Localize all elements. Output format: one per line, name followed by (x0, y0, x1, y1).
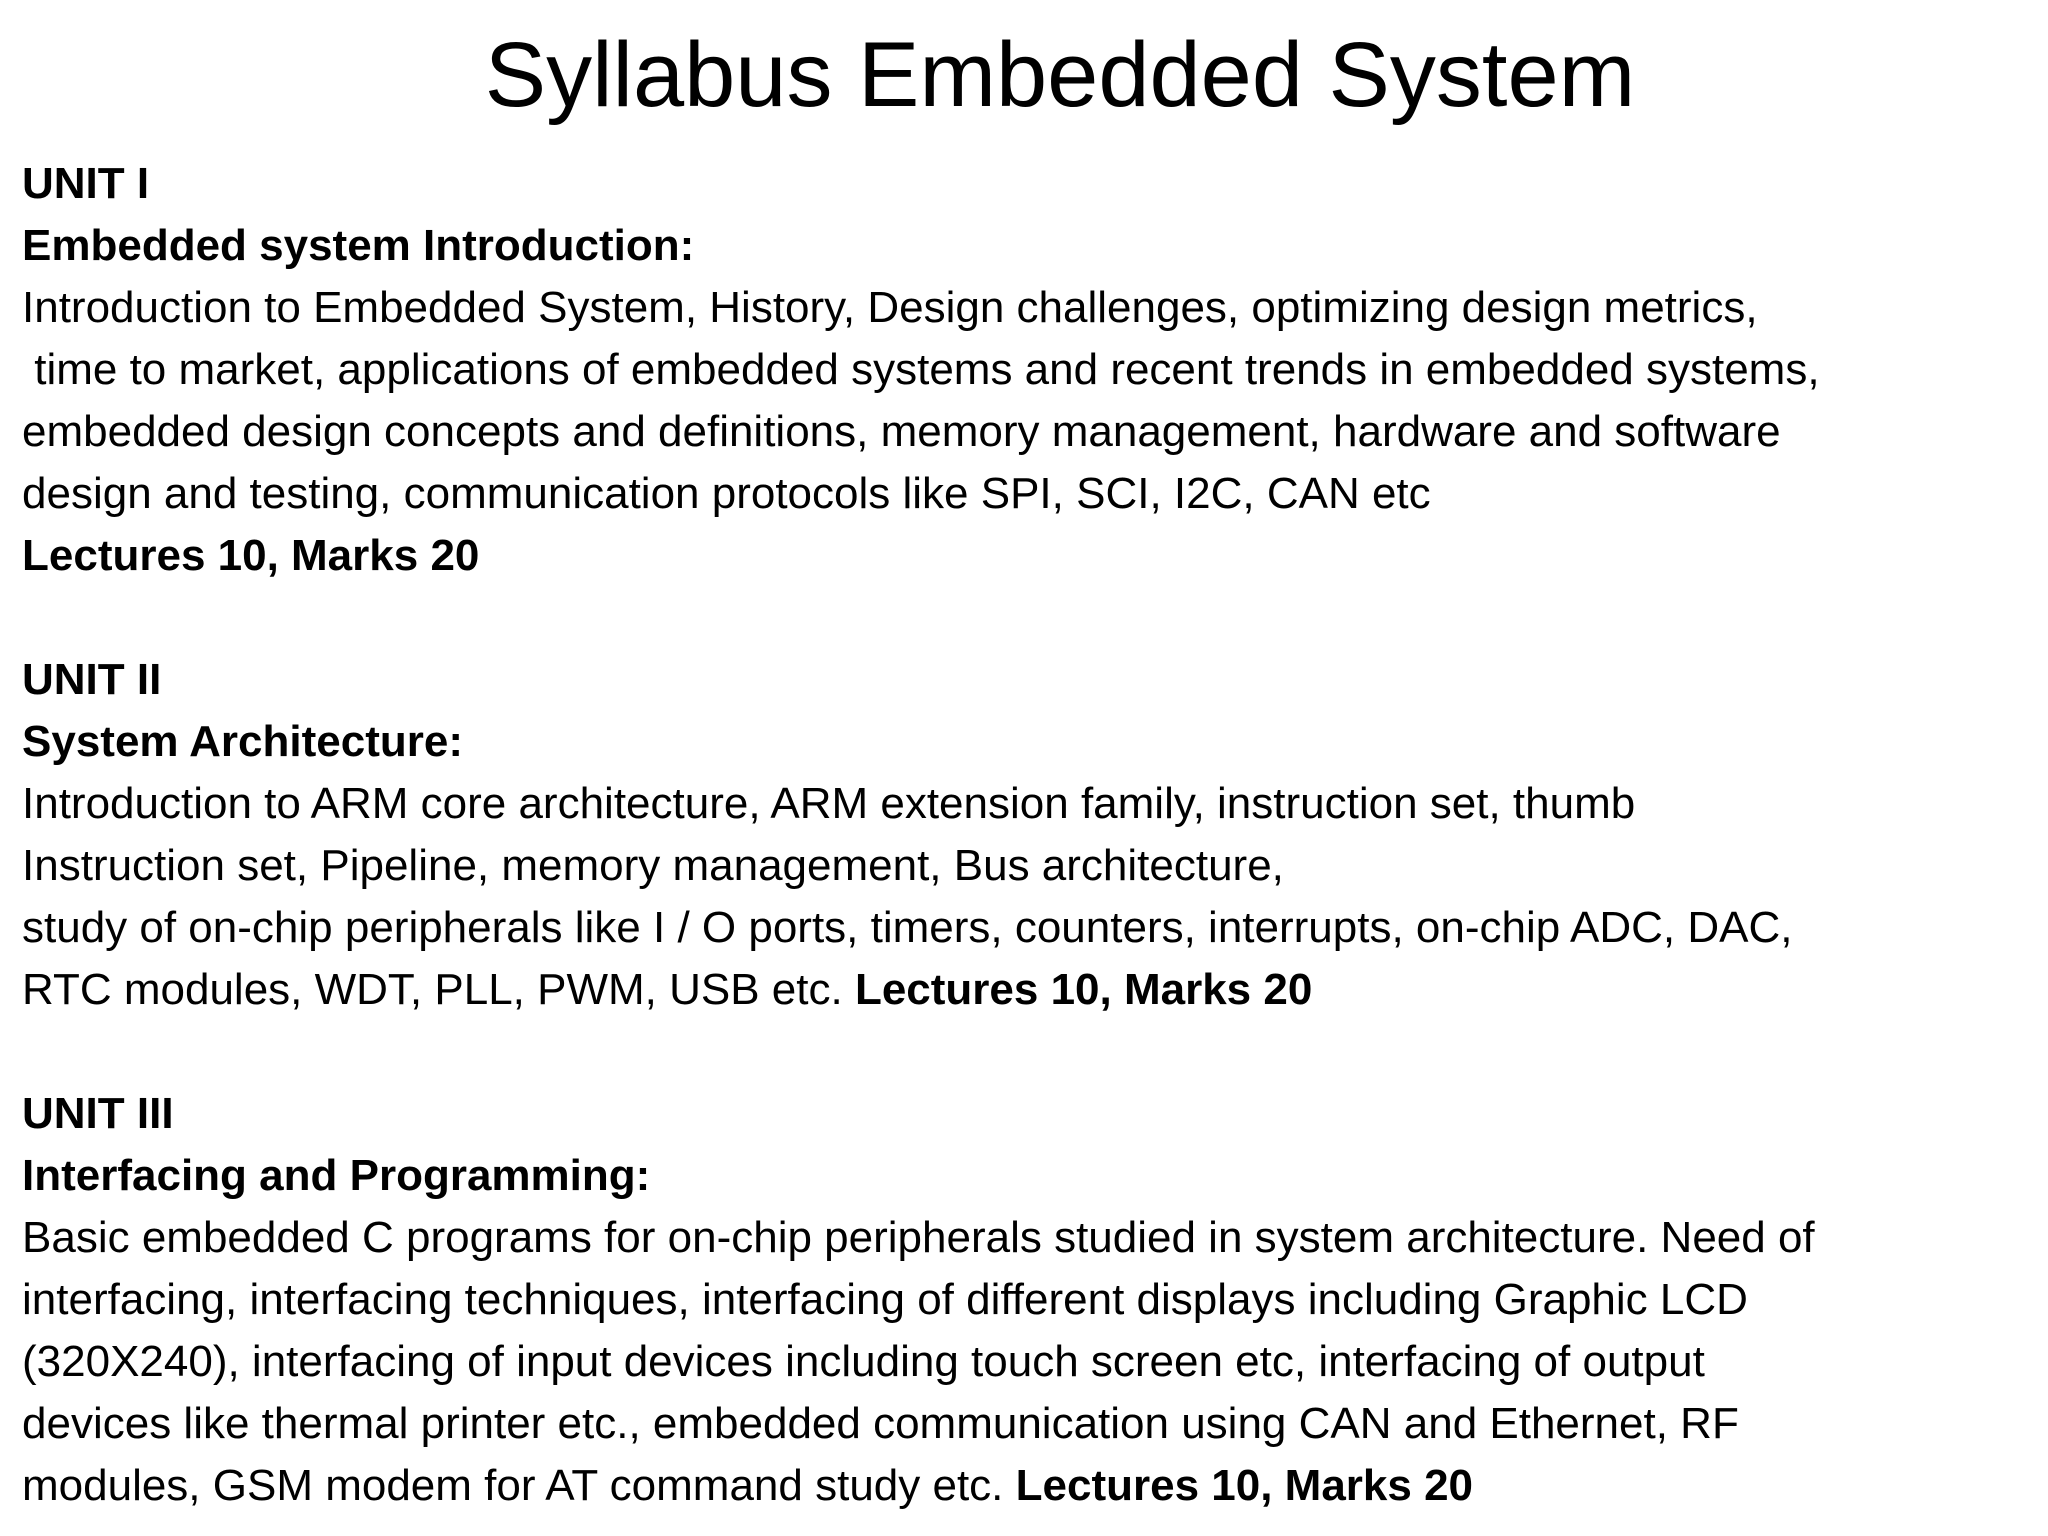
unit-2-heading: UNIT II (22, 655, 162, 704)
unit-1-line: design and testing, communication protocols like SPI, SCI, I2C, CAN etc (22, 469, 1431, 518)
unit-2-subtitle: System Architecture: (22, 717, 463, 766)
unit-2-line: RTC modules, WDT, PLL, PWM, USB etc. (22, 965, 855, 1014)
unit-2-last-line (22, 959, 2022, 1021)
unit-1-line: time to market, applications of embedded systems and recent trends in embedded systems, (22, 345, 1820, 394)
page-title: Syllabus Embedded System (484, 24, 1636, 126)
unit-1-line: embedded design concepts and definitions, memory management, hardware and software (22, 407, 1781, 456)
unit-3-line: (320X240), interfacing of input devices including touch screen etc, interfacing of output (22, 1337, 1705, 1386)
unit-2-lectures-marks: Lectures 10, Marks 20 (854, 965, 1313, 1014)
unit-3-lectures-marks: Lectures 10, Marks 20 (1015, 1461, 1474, 1510)
unit-1-heading: UNIT I (22, 159, 150, 208)
unit-2-line: study of on-chip peripherals like I / O ports, timers, counters, interrupts, on-chip ADC, DAC, (22, 903, 1793, 952)
spacer (22, 587, 2022, 649)
unit-2-line: Instruction set, Pipeline, memory management, Bus architecture, (22, 841, 1284, 890)
spacer (22, 1021, 2022, 1083)
unit-3-subtitle: Interfacing and Programming: (22, 1151, 651, 1200)
unit-3-last-line (22, 1455, 2022, 1517)
unit-3-line: modules, GSM modem for AT command study etc. (22, 1461, 1016, 1510)
unit-3-line: devices like thermal printer etc., embedded communication using CAN and Ethernet, RF (22, 1399, 1739, 1448)
unit-3-line: Basic embedded C programs for on-chip peripherals studied in system architecture. Need of (22, 1213, 1815, 1262)
unit-2-line: Introduction to ARM core architecture, ARM extension family, instruction set, thumb (22, 779, 1636, 828)
unit-3-section (22, 1083, 2022, 1517)
unit-3-heading: UNIT III (22, 1089, 174, 1138)
unit-1-line: Introduction to Embedded System, History, Design challenges, optimizing design metrics, (22, 283, 1758, 332)
syllabus-content (22, 153, 2022, 1517)
unit-1-lectures-marks: Lectures 10, Marks 20 (22, 531, 480, 580)
unit-2-section (22, 649, 2022, 1021)
unit-1-section (22, 153, 2022, 587)
unit-3-line: interfacing, interfacing techniques, interfacing of different displays including Graphic LCD (22, 1275, 1748, 1324)
unit-1-subtitle: Embedded system Introduction: (22, 221, 695, 270)
